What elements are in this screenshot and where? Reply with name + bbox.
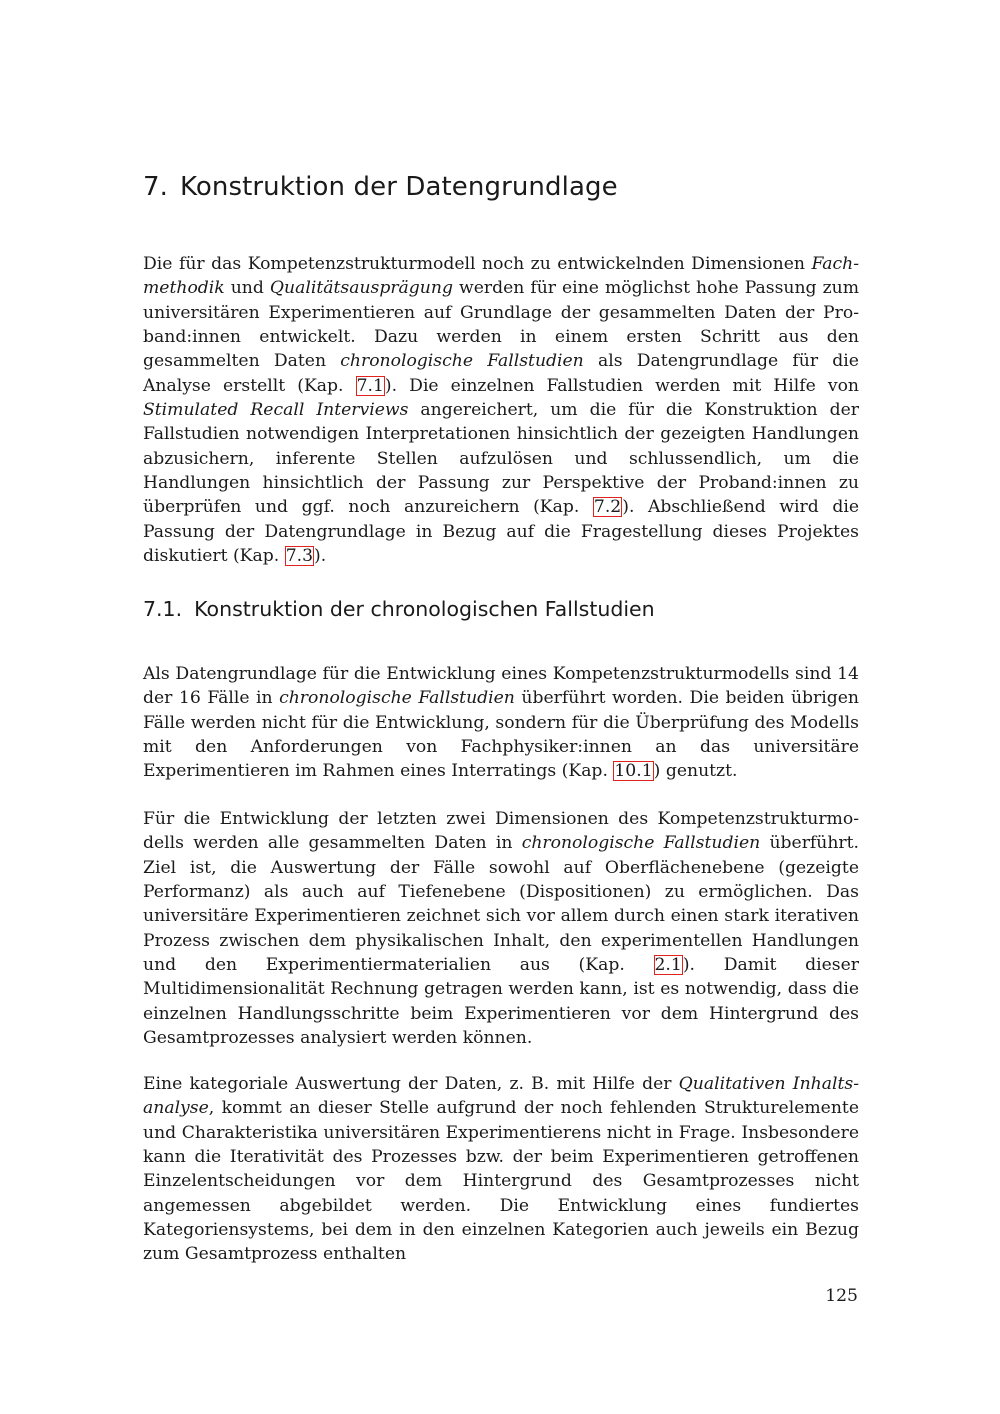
text-run: ). Damit dieser Multidimensionalität Rechnung getragen werden kann, ist es notwendig, dass die einzelnen Handlungsschritte beim Experimentieren vor dem Hintergrund des Gesamtprozesses analysiert werden können. [143, 955, 859, 1049]
text-run: Für die Entwicklung der letzten zwei Dimensionen des Kompetenzstrukturmodells werden alle gesammelten Daten in [143, 809, 859, 854]
text-run: werden für eine möglichst hohe Passung zum universitären Experimentieren auf Grundlage der gesammelten Daten der Proband:innen entwickelt. Dazu werden in einem ersten Schritt aus den gesammelten Daten [143, 278, 859, 372]
italic-term: chronologische Fallstudien [279, 688, 515, 709]
italic-term: Qualitätsausprägung [269, 278, 453, 299]
page-number: 125 [825, 1286, 858, 1306]
ref-link-7-2[interactable]: 7.2 [593, 497, 622, 518]
italic-term: Stimulated Recall Interviews [143, 400, 409, 421]
text-run: ). Abschließend wird die Passung der Datengrundlage in Bezug auf die Fragestellung dieses Projektes diskutiert (Kap. [143, 497, 859, 567]
italic-term: chronologische Fallstudien [521, 833, 761, 854]
ref-link-7-3[interactable]: 7.3 [285, 546, 314, 567]
italic-term: chronologische Fallstudien [340, 351, 584, 372]
italic-term: Qualitativen Inhaltsanalyse [143, 1074, 859, 1119]
text-run: ). [314, 546, 327, 567]
text-run: überführt. Ziel ist, die Auswertung der Fälle sowohl auf Oberflächenebene (gezeigte Performanz) als auch auf Tiefenebene (Dispositionen) zu ermöglichen. Das universitäre Experimentieren zeichnet sich vor allem durch einen stark iterativen Prozess zwischen dem physikalischen Inhalt, den experimentellen Handlungen und den Experimentiermaterialien aus (Kap. [143, 833, 860, 976]
ref-link-7-1[interactable]: 7.1 [356, 375, 384, 396]
paragraph-1 [143, 662, 859, 784]
section-number: 7.1. [143, 597, 183, 621]
text-run: als Datengrundlage für die Analyse erstellt (Kap. [143, 351, 859, 396]
ref-link-10-1[interactable]: 10.1 [614, 761, 653, 782]
text-run: Die für das Kompetenzstrukturmodell noch zu entwickelnden Dimensionen [143, 254, 812, 274]
text-run: ). Die einzelnen Fallstudien werden mit Hilfe von [384, 375, 860, 396]
text-run: überführt worden. Die beiden übrigen Fälle werden nicht für die Entwicklung, sondern für die Überprüfung des Modells mit den Anforderungen von Fachphysiker:innen an das universitäre Experimentieren im Rahmen eines Interratings (Kap. [143, 688, 859, 782]
paragraph-2 [143, 807, 859, 1050]
text-run: ) genutzt. [653, 761, 738, 782]
ref-link-2-1[interactable]: 2.1 [654, 955, 682, 976]
text-run: und [224, 278, 270, 299]
section-title: Konstruktion der chronologischen Fallstudien [194, 597, 655, 621]
text-run: Eine kategoriale Auswertung der Daten, z. B. mit Hilfe der [143, 1074, 679, 1094]
chapter-number: 7. [143, 172, 169, 202]
chapter-title: Konstruktion der Datengrundlage [180, 172, 618, 202]
chapter-heading [143, 172, 618, 202]
paragraph-3 [143, 1072, 859, 1267]
intro-paragraph [143, 252, 859, 568]
text-run: angereichert, um die für die Konstruktion der Fallstudien notwendigen Interpretationen hinsichtlich der gezeigten Handlungen abzusichern, inferente Stellen aufzulösen und schlussendlich, um die Handlungen hinsichtlich der Passung zur Perspektive der Proband:innen zu überprüfen und ggf. noch anzureichern (Kap. [143, 400, 859, 518]
italic-term: Fachmethodik [143, 254, 859, 299]
text-run: , kommt an dieser Stelle aufgrund der noch fehlenden Strukturelemente und Charakteristika universitären Experimentierens nicht in Frage. Insbesondere kann die Iterativität des Prozesses bzw. der beim Experimentieren getroffenen Einzelentscheidungen vor dem Hintergrund des Gesamtprozesses nicht angemessen abgebildet werden. Die Entwicklung eines fundiertes Kategoriensystems, bei dem in den einzelnen Kategorien auch jeweils ein Bezug zum Gesamtprozess enthalten [143, 1098, 859, 1265]
section-heading [143, 597, 655, 621]
text-run: Als Datengrundlage für die Entwicklung eines Kompetenzstrukturmodells sind 14 der 16 Fälle in [143, 664, 859, 709]
